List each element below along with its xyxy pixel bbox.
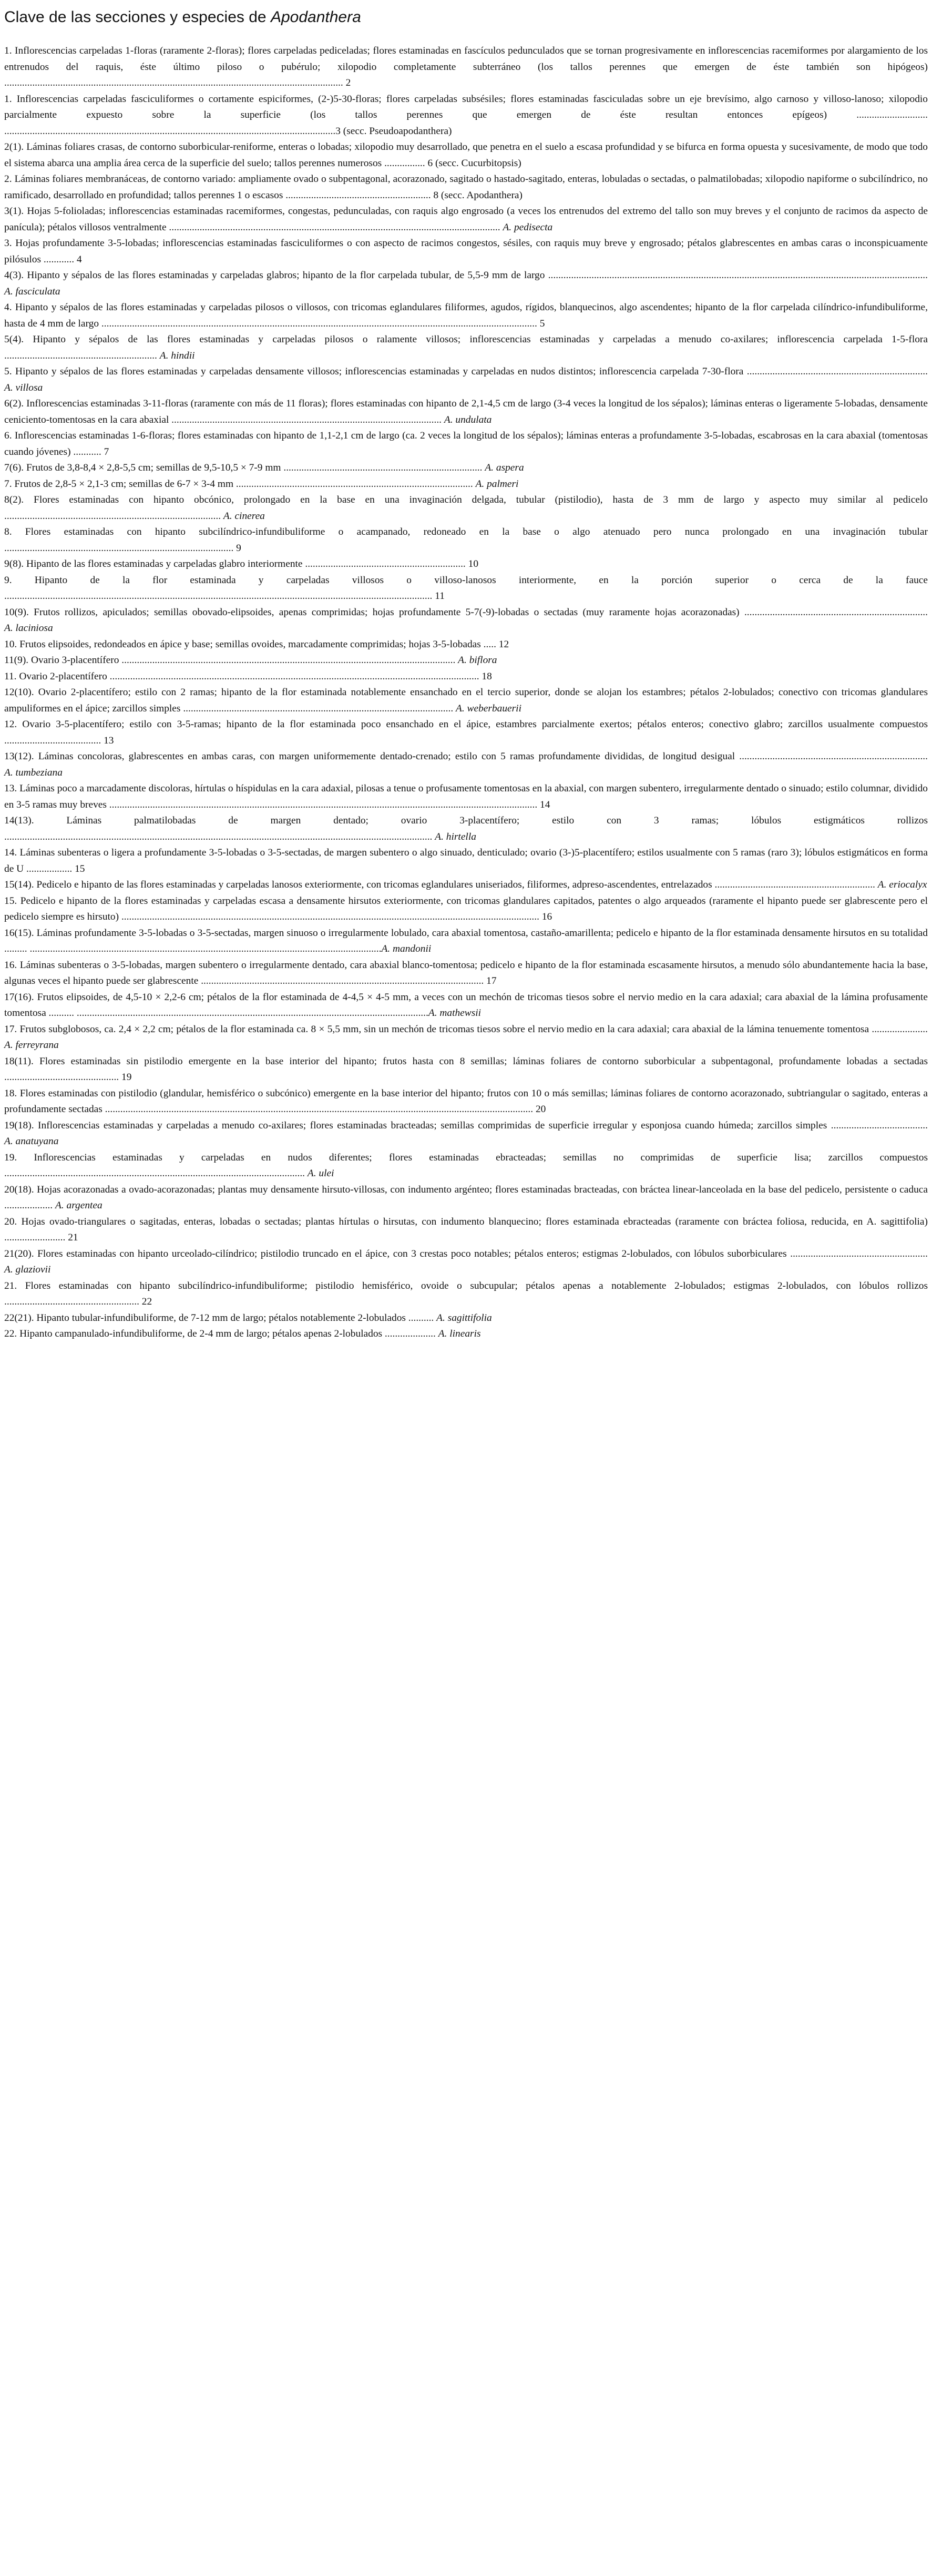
species-name: A. eriocalyx	[877, 879, 927, 890]
species-name: A. aspera	[485, 462, 524, 473]
leader-dots: ......................................................................................................................	[4, 1168, 308, 1179]
couplet-target: 20	[535, 1104, 546, 1115]
key-couplet	[4, 203, 928, 236]
couplet-text: 5(4). Hipanto y sépalos de las flores estaminadas y carpeladas pilosos o ralamente villosos; inflorescencias estaminadas y carpeladas a menudo co-axilares; inflorescencia carpelada 1-5-flora	[4, 334, 928, 345]
couplet-target: 10	[468, 558, 479, 569]
key-couplet	[4, 717, 928, 749]
page-title	[4, 6, 928, 28]
couplet-target: 18	[482, 670, 492, 682]
key-couplet	[4, 637, 928, 653]
leader-dots: .....................................................................................	[4, 510, 223, 522]
species-name: A. hirtella	[435, 831, 476, 842]
leader-dots: ........................................................................................................................................................................	[4, 831, 435, 842]
leader-dots: ...........	[70, 446, 104, 457]
leader-dots: ....................................................................................................................................................................	[119, 911, 542, 922]
species-name: A. anatuyana	[4, 1136, 59, 1147]
couplet-text: 9. Hipanto de la flor estaminada y carpeladas villosos o villoso-lanosos interiormente, en la porción superior o cerca de la fauce	[4, 574, 928, 586]
leader-dots: .........................................................	[283, 189, 434, 201]
couplet-target: 16	[541, 911, 552, 922]
couplet-text: 20. Hojas ovado-triangulares o sagitadas, enteras, lobadas o sectadas; plantas hírtulas o hirsutas, con indumento blanquecino; flores estaminada ebracteadas (raramente con bráctea foliosa, reducida, en A. sagittifolia)	[4, 1216, 928, 1227]
key-couplet	[4, 236, 928, 268]
key-couplet	[4, 573, 928, 605]
leader-dots: ........................................................................	[739, 606, 928, 618]
species-name: A. palmeri	[475, 478, 519, 490]
title-prefix: Clave de las secciones y especies de	[4, 8, 271, 26]
couplet-target: 17	[486, 975, 497, 986]
leader-dots: ......................................	[827, 1119, 928, 1131]
key-couplet	[4, 990, 928, 1022]
leader-dots: ......................................................	[786, 1248, 928, 1259]
key-couplet	[4, 171, 928, 203]
species-name: A. glaziovii	[4, 1264, 51, 1275]
couplet-text: 19. Inflorescencias estaminadas y carpeladas en nudos diferentes; flores estaminadas ebracteadas; semillas no comprimidas de superficie lisa; zarcillos compuestos	[4, 1152, 928, 1163]
leader-dots: .....................................................................................................................................................	[545, 270, 928, 281]
species-name: A. argentea	[55, 1200, 103, 1211]
leader-dots: ...............................................................	[712, 879, 878, 890]
leader-dots: ......................................	[4, 735, 104, 746]
couplet-target: 5	[539, 318, 545, 329]
couplet-target: 6 (secc. Cucurbitopsis)	[427, 157, 521, 169]
key-couplet	[4, 396, 928, 428]
leader-dots: ...................	[4, 1200, 55, 1211]
couplet-text: 3. Hojas profundamente 3-5-lobadas; inflorescencias estaminadas fasciculiformes o con aspecto de racimos congestos, sésiles, con raquis muy breve y engrosado; pétalos glabrescentes en ambas caras o inconspicuamente pilósulos	[4, 238, 928, 265]
identification-key	[4, 43, 928, 1342]
species-name: A. villosa	[4, 382, 43, 393]
couplet-text: 12. Ovario 3-5-placentífero; estilo con 3-5-ramas; hipanto de la flor estaminada poco ensanchado en el ápice, estambres parcialmente exertos; pétalos enteros; conectivo glabro; zarcillos usualmente compuestos	[4, 719, 928, 730]
species-name: A. ferreyrana	[4, 1040, 59, 1051]
key-couplet	[4, 605, 928, 637]
key-couplet	[4, 1278, 928, 1310]
leader-dots: ............................................................	[4, 350, 160, 361]
couplet-text: 16. Láminas subenteras o 3-5-lobadas, margen subentero o irregularmente dentado, cara abaxial blanco-tomentosa; pedicelo e hipanto de la flor estaminada escasamente hirsutos, a menudo sólo abundantemente hacia la base, algunas veces el hipanto puede ser glabrescente	[4, 959, 928, 986]
couplet-target: 14	[540, 799, 550, 810]
key-couplet	[4, 428, 928, 460]
key-couplet	[4, 1310, 928, 1327]
couplet-text: 17. Frutos subglobosos, ca. 2,4 × 2,2 cm; pétalos de la flor estaminada ca. 8 × 5,5 mm, sin un mechón de tricomas tiesos sobre el nervio medio en la cara adaxial; cara abaxial de la lámina tenuemente tomentosa	[4, 1023, 869, 1035]
species-name: A. ulei	[307, 1168, 334, 1179]
couplet-text: 8. Flores estaminadas con hipanto subcilíndrico-infundibuliforme o acampanado, redoneado en la base o algo atenuado pero nunca prolongado en una invaginación tubular	[4, 526, 928, 537]
leader-dots: .....	[480, 638, 499, 650]
leader-dots: ...................................................................................................................................	[119, 655, 458, 666]
leader-dots: ............	[41, 253, 77, 265]
leader-dots: ..........................................................................	[735, 751, 928, 762]
leader-dots: ........................................................................................................................................................................	[4, 590, 435, 602]
couplet-text: 22. Hipanto campanulado-infundibuliforme, de 2-4 mm de largo; pétalos apenas 2-lobulados	[4, 1328, 383, 1339]
leader-dots: .............................................	[4, 1072, 121, 1083]
leader-dots: ........................................................................................................................................................................	[106, 799, 540, 810]
leader-dots: ......................	[869, 1023, 928, 1035]
leader-dots: ......... ..........................................................................................................................................	[4, 943, 382, 954]
couplet-text: 5. Hipanto y sépalos de las flores estaminadas y carpeladas densamente villosos; inflorescencias estaminadas y carpeladas en nudos distintos; inflorescencia carpelada 7-30-flora	[4, 366, 744, 377]
couplet-text: 19(18). Inflorescencias estaminadas y carpeladas a menudo co-axilares; flores estaminadas bracteadas; semillas comprimidas de superficie irregular y esponjosa cuando húmeda; zarcillos simples	[4, 1119, 827, 1131]
key-couplet	[4, 476, 928, 493]
couplet-text: 9(8). Hipanto de las flores estaminadas y carpeladas glabro interiormente	[4, 558, 303, 569]
couplet-text: 2(1). Láminas foliares crasas, de contorno suborbicular-reniforme, enteras o lobadas; xilopodio muy desarrollado, que penetra en el suelo a escasa profundidad y se bifurca en forma opuesta y sucesivamente, de modo que todo el sistema abarca una amplia área cerca de la superficie del suelo; tallos perennes numerosos	[4, 141, 928, 169]
couplet-target: 8 (secc. Apodanthera)	[433, 189, 523, 201]
couplet-target: 22	[141, 1296, 152, 1307]
couplet-target: 4	[76, 253, 82, 265]
key-couplet	[4, 268, 928, 300]
species-name: A. fasciculata	[4, 286, 60, 297]
couplet-text: 6(2). Inflorescencias estaminadas 3-11-floras (raramente con más de 11 floras); flores estaminadas con hipanto de 2,1-4,5 cm de largo (3-4 veces la longitud de los sépalos); láminas enteras o ligeramente 5-lobadas, densamente ceniciento-tomentosas en la cara abaxial	[4, 398, 928, 425]
couplet-text: 4(3). Hipanto y sépalos de las flores estaminadas y carpeladas glabros; hipanto de la flor carpelada tubular, de 5,5-9 mm de largo	[4, 270, 545, 281]
species-name: A. laciniosa	[4, 623, 53, 634]
couplet-target: 21	[68, 1232, 78, 1243]
couplet-text: 15. Pedicelo e hipanto de la flores estaminadas y carpeladas escasa a densamente hirsutos exteriormente, con tricomas glandulares capitados, patentes o algo arqueados (raramente el hipanto puede ser glabrescente pero el pedicelo siempre es hirsuto)	[4, 895, 928, 922]
couplet-text: 17(16). Frutos elipsoides, de 4,5-10 × 2,2-6 cm; pétalos de la flor estaminada de 4-4,5 × 4-5 mm, a veces con un mechón de tricomas tiesos sobre el nervio medio en la cara adaxial; cara abaxial de la lámina profusamente tomentosa	[4, 991, 928, 1019]
leader-dots: ..........	[405, 1312, 437, 1323]
couplet-text: 2. Láminas foliares membranáceas, de contorno variado: ampliamente ovado o subpentagonal, acorazonado, sagitado o hastado-sagitado, enteras, lobuladas o sectadas, o palmatilobadas; xilopodio napiforme o subcilíndrico, no ramificado, desarrollado en profundidad; tallos perennes 1 o escasos	[4, 174, 928, 201]
key-couplet	[4, 139, 928, 171]
couplet-text: 13(12). Láminas concoloras, glabrescentes en ambas caras, con margen uniformemente dentado-crenado; estilo con 5 ramas profundamente divididas, de longitud desigual	[4, 751, 735, 762]
couplet-text: 11. Ovario 2-placentífero	[4, 670, 107, 682]
couplet-text: 10(9). Frutos rollizos, apiculados; semillas obovado-elipsoides, apenas comprimidas; hojas profundamente 5-7(-9)-lobadas o sectadas (muy raramente hojas acorazonadas)	[4, 606, 740, 618]
key-couplet	[4, 524, 928, 556]
key-couplet	[4, 925, 928, 958]
key-couplet	[4, 781, 928, 813]
couplet-text: 3(1). Hojas 5-folioladas; inflorescencias estaminadas racemiformes, congestas, pedunculadas, con raquis algo engrosado (a veces los entrenudos del extremo del tallo son muy breves y el conjunto de racimos da aspecto de panícula); pétalos villosos ventralmente	[4, 206, 928, 233]
species-name: A. linearis	[438, 1328, 481, 1339]
leader-dots: ............................ ..................................................................................................................................	[4, 109, 928, 137]
couplet-target: 19	[121, 1072, 132, 1083]
couplet-text: 8(2). Flores estaminadas con hipanto obcónico, prolongado en la base en una invaginación delgada, tubular (pistilodio), hasta de 3 mm de largo y aspecto muy similar al pedicelo	[4, 494, 928, 505]
leader-dots: ...............................................................................................................	[198, 975, 487, 986]
couplet-text: 14(13). Láminas palmatilobadas de margen dentado; ovario 3-placentífero; estilo con 3 ramas; lóbulos estigmáticos rollizos	[4, 815, 928, 826]
key-couplet	[4, 460, 928, 476]
key-couplet	[4, 893, 928, 925]
key-couplet	[4, 1118, 928, 1150]
key-couplet	[4, 91, 928, 140]
key-couplet	[4, 845, 928, 877]
leader-dots: ...............................................................	[302, 558, 468, 569]
species-name: A. hindii	[159, 350, 195, 361]
leader-dots: ..........................................................................................................	[180, 702, 456, 714]
couplet-target: 3 (secc. Pseudoapodanthera)	[335, 125, 452, 137]
key-couplet	[4, 653, 928, 669]
leader-dots: ........................	[4, 1232, 68, 1243]
leader-dots: ..........................................................................................................	[169, 414, 444, 425]
couplet-text: 1. Inflorescencias carpeladas fasciculiformes o cortamente espiciformes, (2-)5-30-floras; flores carpeladas subsésiles; flores estaminadas fasciculadas sobre un eje brevísimo, algo carnoso y villoso-lanoso; xilopodio parcialmente expuesto sobre la superficie (los tallos perennes que emergen de éste resultan entonces epígeos)	[4, 93, 928, 120]
couplet-text: 20(18). Hojas acorazonadas a ovado-acorazonadas; plantas muy densamente hirsuto-villosas, con indumento argénteo; flores estaminadas bracteadas, con bráctea linear-lanceolada en la base del pedicelo, persistente o caduca	[4, 1184, 928, 1195]
leader-dots: ....................	[382, 1328, 438, 1339]
leader-dots: .......... ..........................................................................................................................................	[46, 1007, 428, 1019]
couplet-text: 18(11). Flores estaminadas sin pistilodio emergente en la base interior del hipanto; frutos hasta con 8 semillas; láminas foliares de contorno suborbicular a subpentagonal, profundamente lobadas a sectadas	[4, 1055, 928, 1067]
key-couplet	[4, 685, 928, 717]
leader-dots: ..............................................................................	[281, 462, 485, 473]
couplet-text: 6. Inflorescencias estaminadas 1-6-floras; flores estaminadas con hipanto de 1,1-2,1 cm de largo (ca. 2 veces la longitud de los sépalos); láminas enteras a profundamente 3-5-lobadas, escabrosas en la cara abaxial (tomentosas cuando jóvenes)	[4, 430, 928, 457]
leader-dots: ..........................................................................................	[4, 542, 237, 554]
couplet-text: 14. Láminas subenteras o ligera a profundamente 3-5-lobadas o 3-5-sectadas, de margen subentero o algo sinuado, denticulado; ovario (3-)5-placentífero; estilos usualmente con 5 ramas (raro 3); lóbulos estigmáticos en forma de U	[4, 847, 928, 874]
couplet-text: 22(21). Hipanto tubular-infundibuliforme, de 7-12 mm de largo; pétalos notablemente 2-lobulados	[4, 1312, 406, 1323]
key-couplet	[4, 43, 928, 91]
couplet-target: 12	[498, 638, 509, 650]
key-couplet	[4, 1022, 928, 1054]
couplet-text: 7. Frutos de 2,8-5 × 2,1-3 cm; semillas de 6-7 × 3-4 mm	[4, 478, 234, 490]
leader-dots: ................	[382, 157, 428, 169]
species-name: A. weberbauerii	[456, 702, 521, 714]
leader-dots: .............................................................................................	[233, 478, 476, 490]
couplet-text: 13. Láminas poco a marcadamente discoloras, hírtulas o híspidulas en la cara adaxial, pilosas a tenue o profusamente tomentosas en la abaxial, con margen subentero, irregularmente dentado o sinuado; estilo columnar, dividido en 3-5 ramas muy breves	[4, 783, 928, 810]
leader-dots: .......................................................................	[743, 366, 928, 377]
leader-dots: ..................	[24, 863, 75, 874]
key-couplet	[4, 813, 928, 845]
species-name: A. undulata	[444, 414, 492, 425]
key-couplet	[4, 1086, 928, 1118]
couplet-text: 7(6). Frutos de 3,8-8,4 × 2,8-5,5 cm; semillas de 9,5-10,5 × 7-9 mm	[4, 462, 281, 473]
leader-dots: ........................................................................................................................................................................	[102, 1104, 536, 1115]
leader-dots: .....................................................	[4, 1296, 142, 1307]
species-name: A. cinerea	[223, 510, 265, 522]
couplet-text: 10. Frutos elipsoides, redondeados en ápice y base; semillas ovoides, marcadamente comprimidas; hojas 3-5-lobadas	[4, 638, 481, 650]
species-name: A. mandonii	[381, 943, 432, 954]
key-couplet	[4, 669, 928, 685]
couplet-target: 15	[75, 863, 85, 874]
couplet-text: 21. Flores estaminadas con hipanto subcilíndrico-infundibuliforme; pistilodio hemisférico, ovoide o subcupular; pétalos apenas a notablemente 2-lobulados; estigmas 2-lobulados, con lóbulos rollizos	[4, 1280, 928, 1291]
key-couplet	[4, 492, 928, 524]
couplet-text: 16(15). Láminas profundamente 3-5-lobadas o 3-5-sectadas, margen sinuoso o irregularmente lobulado, cara abaxial tomentosa, castaño-amarillenta; pedicelo e hipanto de la flor estaminada densamente hirsutos en su totalidad	[4, 927, 928, 939]
couplet-text: 15(14). Pedicelo e hipanto de las flores estaminadas y carpeladas lanosos exteriormente, con tricomas eglandulares uniseriados, filiformes, adpreso-ascendentes, entrelazados	[4, 879, 712, 890]
couplet-target: 13	[104, 735, 114, 746]
couplet-text: 11(9). Ovario 3-placentífero	[4, 655, 119, 666]
couplet-text: 21(20). Flores estaminadas con hipanto urceolado-cilíndrico; pistilodio truncado en el ápice, con 3 crestas poco notables; pétalos enteros; estigmas 2-lobulados, con lóbulos suborbiculares	[4, 1248, 787, 1259]
leader-dots: .................................................................................................................................................	[107, 670, 482, 682]
leader-dots: ..................................................................................................................................	[166, 221, 503, 233]
key-couplet	[4, 958, 928, 990]
species-name: A. biflora	[458, 655, 497, 666]
couplet-target: 7	[104, 446, 109, 457]
key-couplet	[4, 1054, 928, 1086]
species-name: A. sagittifolia	[436, 1312, 492, 1323]
couplet-target: 9	[236, 542, 241, 554]
species-name: A. tumbeziana	[4, 767, 63, 778]
key-couplet	[4, 1246, 928, 1278]
leader-dots: .....................................................................................................................................	[4, 77, 346, 88]
key-couplet	[4, 877, 928, 893]
key-couplet	[4, 1214, 928, 1246]
key-couplet	[4, 1182, 928, 1214]
couplet-target: 11	[435, 590, 445, 602]
key-couplet	[4, 1150, 928, 1182]
species-name: A. pedisecta	[503, 221, 553, 233]
couplet-target: 2	[345, 77, 351, 88]
couplet-text: 1. Inflorescencias carpeladas 1-floras (raramente 2-floras); flores carpeladas pediceladas; flores estaminadas en fascículos pedunculados que se tornan progresivamente en inflorescencias racemiformes por alargamiento de los entrenudos del raquis, éste último piloso o pubérulo; xilopodio completamente subterráneo (los tallos perennes que emergen de éste también son hipógeos)	[4, 45, 928, 73]
species-name: A. mathewsii	[428, 1007, 482, 1019]
couplet-text: 18. Flores estaminadas con pistilodio (glandular, hemisférico o subcónico) emergente en la base interior del hipanto; frutos con 10 o más semillas; láminas foliares de contorno acorazonado, subtriangular o sagitado, enteras a profundamente sectadas	[4, 1087, 928, 1115]
couplet-text: 12(10). Ovario 2-placentífero; estilo con 2 ramas; hipanto de la flor estaminada notablemente ensanchado en el tercio superior, donde se alojan los estambres; pétalos 2-lobulados; conectivo con tricomas glandulares ampuliformes en el ápice; zarcillos simples	[4, 687, 928, 714]
leader-dots: ...........................................................................................................................................................................	[99, 318, 540, 329]
key-couplet	[4, 364, 928, 396]
key-couplet	[4, 749, 928, 781]
key-couplet	[4, 556, 928, 573]
title-genus: Apodanthera	[270, 8, 361, 26]
couplet-text: 4. Hipanto y sépalos de las flores estaminadas y carpeladas pilosos o villosos, con tricomas eglandulares filiformes, agudos, rígidos, blanquecinos, algo ascendentes; hipanto de la flor carpelada cilíndrico-infundibuliforme, hasta de 4 mm de largo	[4, 302, 928, 329]
key-couplet	[4, 1326, 928, 1342]
key-couplet	[4, 300, 928, 332]
key-couplet	[4, 332, 928, 364]
